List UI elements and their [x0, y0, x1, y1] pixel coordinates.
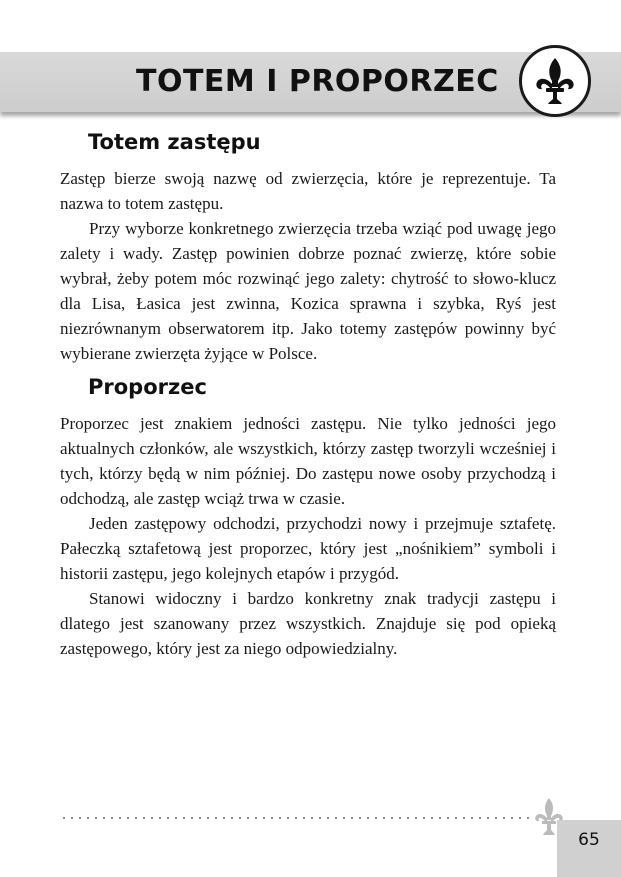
paragraph: Przy wyborze konkretnego zwierzęcia trzeba wziąć pod uwagę jego zalety i wady. Zastęp powinien dobrze poznać zwierzę, które sobie wybrał, żeby potem móc rozwinąć jego zalety: chytrość to słowo-klucz dla Lisa, Łasica jest zwinna, Kozica sprawna i szybka, Ryś jest niezrównanym obserwatorem itp. Jako totemy zastępów powinny być wybierane zwierzęta żyjące w Polsce.	[60, 219, 556, 363]
page-content	[60, 128, 556, 661]
fleur-de-lis-icon	[534, 57, 576, 105]
fleur-de-lis-emblem	[519, 45, 591, 117]
paragraph: Stanowi widoczny i bardzo konkretny znak tradycji zastępu i dlatego jest szanowany przez wszystkich. Znajduje się pod opieką zastępowego, który jest za niego odpowiedzialny.	[60, 589, 556, 658]
paragraph: Zastęp bierze swoją nazwę od zwierzęcia, które je reprezentuje. Ta nazwa to totem zastępu.	[60, 169, 556, 213]
page-title: TOTEM I PROPORZEC	[136, 64, 499, 99]
page-number-box	[557, 820, 621, 877]
section-heading-proporzec: Proporzec	[88, 375, 207, 399]
paragraph: Jeden zastępowy odchodzi, przychodzi nowy i przejmuje sztafetę. Pałeczką sztafetową jest proporzec, który jest „nośnikiem” symboli i historii zastępu, jego kolejnych etapów i przygód.	[60, 514, 556, 583]
section-heading-totem: Totem zastępu	[88, 130, 261, 154]
paragraph: Proporzec jest znakiem jedności zastępu. Nie tylko jedności jego aktualnych członków, ale wszystkich, którzy zastęp tworzyli wcześniej i tych, którzy będą w nim później. Do zastępu nowe osoby przychodzą i odchodzą, ale zastęp wciąż trwa w czasie.	[60, 414, 556, 508]
page-number: 65	[578, 830, 600, 850]
dotted-divider	[60, 817, 530, 819]
